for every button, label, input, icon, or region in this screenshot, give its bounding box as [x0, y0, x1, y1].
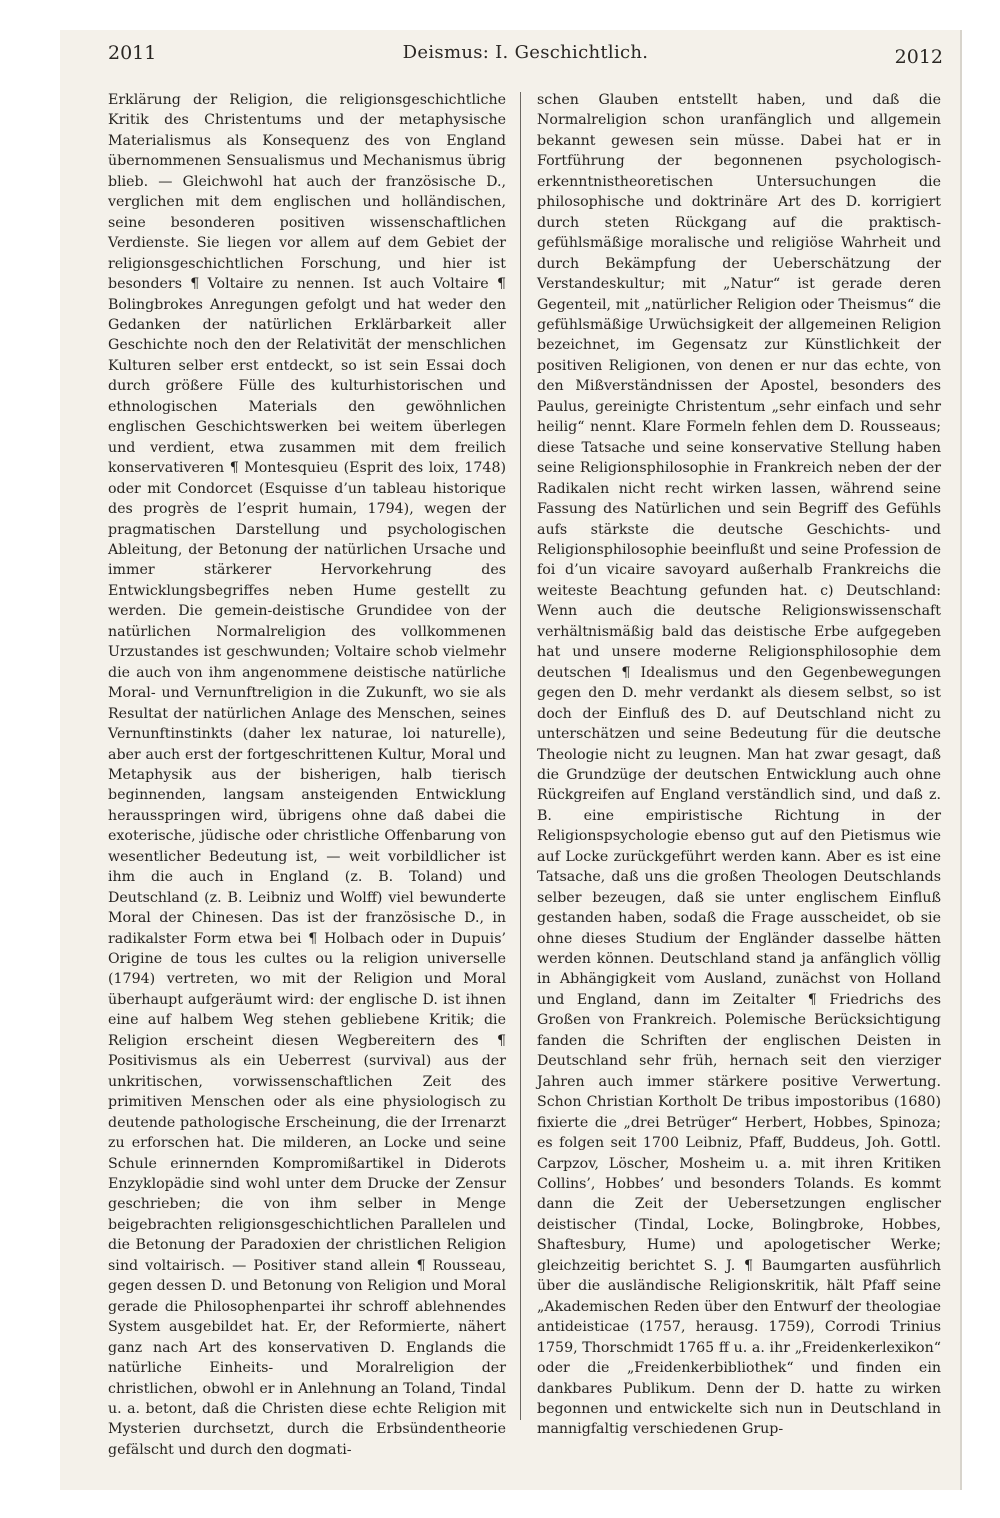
left-column	[108, 90, 506, 1460]
page-number-right: 2012	[894, 46, 943, 68]
running-title: Deismus: I. Geschichtlich.	[402, 42, 649, 63]
column-divider	[520, 92, 521, 1420]
right-column	[537, 90, 941, 1440]
running-header	[108, 38, 943, 72]
right-column-text: schen Glauben entstellt haben, und daß die Normalreligion schon uranfänglich und allgemein bekannt gewesen sein müsse. Dabei hat er in Fortführung der begonnenen psychologisch-erkenntnistheoretischen Untersuchungen die philosophische und doktrinäre Art des D. korrigiert durch steten Rückgang auf die praktisch-gefühlsmäßige moralische und religiöse Wahrheit und durch Bekämpfung der Ueberschätzung der Verstandeskultur; mit „Natur“ ist gerade deren Gegenteil, mit „natürlicher Religion oder Theismus“ die gefühlsmäßige Urwüchsigkeit der allgemeinen Religion bezeichnet, im Gegensatz zur Künstlichkeit der positiven Religionen, von denen er nur das echte, von den Mißverständnissen der Apostel, besonders des Paulus, gereinigte Christentum „sehr einfach und sehr heilig“ nennt. Klare Formeln fehlen dem D. Rousseaus; diese Tatsache und seine konservative Stellung haben seine Religionsphilosophie in Frankreich neben der der Radikalen nicht recht wirken lassen, während seine Fassung des Natürlichen und sein Begriff des Gefühls aufs stärkste die deutsche Geschichts- und Religionsphilosophie beeinflußt und seine Profession de foi d’un vicaire savoyard außerhalb Frankreichs die weiteste Beachtung gefunden hat. c) Deutschland: Wenn auch die deutsche Religionswissenschaft verhältnismäßig bald das deistische Erbe aufgegeben hat und unsere moderne Religionsphilosophie dem deutschen ¶ Idealismus und den Gegenbewegungen gegen den D. mehr verdankt als diesem selbst, so ist doch der Einfluß des D. auf Deutschland nicht zu unterschätzen und seine Bedeutung für die deutsche Theologie nicht zu leugnen. Man hat zwar gesagt, daß die Grundzüge der deutschen Entwicklung auch ohne Rückgreifen auf England verständlich sind, und daß z. B. eine empiristische Richtung in der Religionspsychologie ebenso gut auf den Pietismus wie auf Locke zurückgeführt werden kann. Aber es ist eine Tatsache, daß uns die großen Theologen Deutschlands selber bezeugen, daß sie unter englischem Einfluß gestanden haben, sodaß die Frage ausscheidet, ob sie ohne dieses Studium der Engländer dasselbe hätten werden können. Deutschland stand ja anfänglich völlig in Abhängigkeit vom Ausland, zunächst von Holland und England, dann im Zeitalter ¶ Friedrichs des Großen von Frankreich. Polemische Berücksichtigung fanden die Schriften der englischen Deisten in Deutschland sehr früh, hernach seit den vierziger Jahren auch immer stärkere positive Verwertung. Schon Christian Kortholt De tribus impostoribus (1680) fixierte die „drei Betrüger“ Herbert, Hobbes, Spinoza; es folgen seit 1700 Leibniz, Pfaff, Buddeus, Joh. Gottl. Carpzov, Löscher, Mosheim u. a. mit ihren Kritiken Collins’, Hobbes’ und besonders Tolands. Es kommt dann die Zeit der Uebersetzungen englischer deistischer (Tindal, Locke, Bolingbroke, Hobbes, Shaftesbury, Hume) und apologetischer Werke; gleichzeitig berichtet S. J. ¶ Baumgarten ausführlich über die ausländische Religionskritik, hält Pfaff seine „Akademischen Reden über den Entwurf der theologiae antideisticae (1757, herausg. 1759), Corrodi Trinius 1759, Thorschmidt 1765 ff u. a. ihr „Freidenkerlexikon“ oder die „Freidenkerbibliothek“ und finden ein dankbares Publikum. Denn der D. hatte zu wirken begonnen und entwickelte sich nun in Deutschland in mannigfaltig verschiedenen Grup-	[537, 92, 941, 1438]
page-number-left: 2011	[108, 42, 157, 64]
left-column-text: Erklärung der Religion, die religionsgeschichtliche Kritik des Christentums und der metaphysische Materialismus als Konsequenz des von England übernommenen Sensualismus und Mechanismus übrig blieb. — Gleichwohl hat auch der französische D., verglichen mit dem englischen und holländischen, seine besonderen positiven wissenschaftlichen Verdienste. Sie liegen vor allem auf dem Gebiet der religionsgeschichtlichen Forschung, und hier ist besonders ¶ Voltaire zu nennen. Ist auch Voltaire ¶ Bolingbrokes Anregungen gefolgt und hat weder den Gedanken der natürlichen Erklärbarkeit aller Geschichte noch den der Relativität der menschlichen Kulturen selber erst entdeckt, so ist sein Essai doch durch größere Fülle des kulturhistorischen und ethnologischen Materials den gewöhnlichen englischen Geschichtswerken bei weitem überlegen und verdient, etwa zusammen mit dem freilich konservativeren ¶ Montesquieu (Esprit des loix, 1748) oder mit Condorcet (Esquisse d’un tableau historique des progrès de l’esprit humain, 1794), wegen der pragmatischen Darstellung und psychologischen Ableitung, der Betonung der natürlichen Ursache und immer stärkerer Hervorkehrung des Entwicklungsbegriffes neben Hume gestellt zu werden. Die gemein-deistische Grundidee von der natürlichen Normalreligion des vollkommenen Urzustandes ist geschwunden; Voltaire schob vielmehr die auch von ihm angenommene deistische natürliche Moral- und Vernunftreligion in die Zukunft, wo sie als Resultat der natürlichen Anlage des Menschen, seines Vernunftinstinkts (daher lex naturae, loi naturelle), aber auch erst der fortgeschrittenen Kultur, Moral und Metaphysik aus der bisherigen, halb tierisch beginnenden, langsam ansteigenden Entwicklung herausspringen wird, übrigens ohne daß dabei die exoterische, jüdische oder christliche Offenbarung von wesentlicher Bedeutung ist, — weit vorbildlicher ist ihm die auch in England (z. B. Toland) und Deutschland (z. B. Leibniz und Wolff) viel bewunderte Moral der Chinesen. Das ist der französische D., in radikalster Form etwa bei ¶ Holbach oder in Dupuis’ Origine de tous les cultes ou la religion universelle (1794) vertreten, wo mit der Religion und Moral überhaupt aufgeräumt wird: der englische D. ist ihnen eine auf halbem Weg stehen gebliebene Kritik; die Religion erscheint diesen Wegbereitern des ¶ Positivismus als ein Ueberrest (survival) aus der unkritischen, vorwissenschaftlichen Zeit des primitiven Menschen oder als eine physiologisch zu deutende pathologische Erscheinung, die der Irrenarzt zu erforschen hat. Die milderen, an Locke und seine Schule erinnernden Kompromißartikel in Diderots Enzyklopädie sind wohl unter dem Drucke der Zensur geschrieben; die von ihm selber in Menge beigebrachten religionsgeschichtlichen Parallelen und die Betonung der Paradoxien der christlichen Religion sind voltairisch. — Positiver stand allein ¶ Rousseau, gegen dessen D. und Betonung von Religion und Moral gerade die Philosophenpartei ihr schroff ablehnendes System ausgebildet hat. Er, der Reformierte, nähert ganz nach Art des konservativen D. Englands die natürliche Einheits- und Moralreligion der christlichen, obwohl er in Anlehnung an Toland, Tindal u. a. betont, daß die Christen diese echte Religion mit Mysterien durchsetzt, durch die Erbsündentheorie gefälscht und durch den dogmati-	[108, 92, 506, 1458]
